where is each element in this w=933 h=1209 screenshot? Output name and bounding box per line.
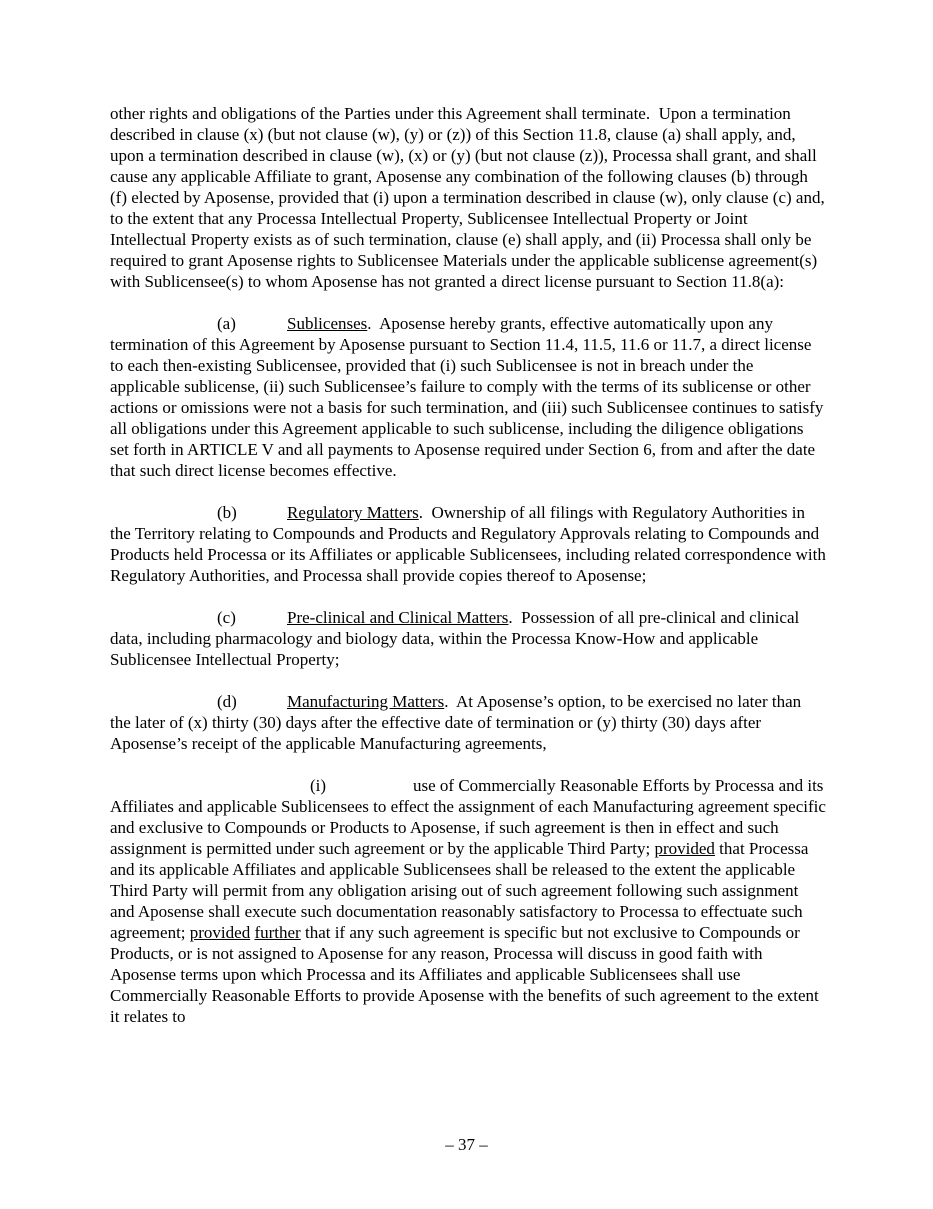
- paragraph-label: (a): [217, 314, 236, 333]
- underlined-text: Manufacturing Matters: [287, 692, 445, 711]
- text-run: that Processa and its applicable Affiliates and applicable Sublicensees shall be released to the extent the applicable Third Party will permit from any obligation arising out of such agreement following such assignment and Aposense shall execute such documentation reasonably satisfactory to Processa to effectuate such agreement;: [110, 839, 813, 942]
- continuation-paragraph: [110, 103, 829, 292]
- text-run: . Possession of all pre-clinical and clinical data, including pharmacology and biology data, within the Processa Know-How and applicable Sublicensee Intellectual Property;: [110, 608, 804, 669]
- text-run: other rights and obligations of the Parties under this Agreement shall terminate. Upon a termination described in clause (x) (but not clause (w), (y) or (z)) of this Section 11.8, clause (a) shall apply, and, upon a termination described in clause (w), (x) or (y) (but not clause (z)), Processa shall grant, and shall cause any applicable Affiliate to grant, Aposense any combination of the following clauses (b) through (f) elected by Aposense, provided that (i) upon a termination described in clause (w), only clause (c) and, to the extent that any Processa Intellectual Property, Sublicensee Intellectual Property or Joint Intellectual Property exists as of such termination, clause (e) shall apply, and (ii) Processa shall only be required to grant Aposense rights to Sublicensee Materials under the applicable sublicense agreement(s) with Sublicensee(s) to whom Aposense has not granted a direct license pursuant to Section 11.8(a):: [110, 104, 829, 291]
- text-run: . Ownership of all filings with Regulatory Authorities in the Territory relating to Compounds and Products and Regulatory Approvals relating to Compounds and Products held Processa or its Affiliates or applicable Sublicensees, including related correspondence with Regulatory Authorities, and Processa shall provide copies thereof to Aposense;: [110, 503, 831, 585]
- paragraph-label: (d): [217, 692, 237, 711]
- clause-c-preclinical-clinical-matters: [110, 607, 826, 670]
- clause-b-regulatory-matters: [110, 502, 831, 586]
- text-run: . At Aposense’s option, to be exercised no later than the later of (x) thirty (30) days after the effective date of termination or (y) thirty (30) days after Aposense’s receipt of the applicable Manufacturing agreements,: [110, 692, 806, 753]
- clause-i-manufacturing-assignment: [110, 775, 831, 1027]
- clause-d-manufacturing-matters: [110, 691, 826, 754]
- paragraph-label: (i): [310, 776, 327, 795]
- page-number: – 37 –: [445, 1135, 488, 1154]
- underlined-text: further: [254, 923, 301, 942]
- text-run: . Aposense hereby grants, effective automatically upon any termination of this Agreement by Aposense pursuant to Section 11.4, 11.5, 11.6 or 11.7, a direct license to each then-existing Sublicensee, provided that (i) such Sublicensee is not in breach under the applicable sublicense, (ii) such Sublicensee’s failure to comply with the terms of its sublicense or other actions or omissions were not a basis for such termination, and (iii) such Sublicensee continues to satisfy all obligations under this Agreement applicable to such sublicense, including the diligence obligations set forth in ARTICLE V and all payments to Aposense required under Section 6, from and after the date that such direct license becomes effective.: [110, 314, 828, 480]
- paragraph-label: (b): [217, 503, 237, 522]
- page-body: [110, 103, 831, 1048]
- underlined-text: Pre-clinical and Clinical Matters: [287, 608, 509, 627]
- paragraph-label: (c): [217, 608, 236, 627]
- text-run: that if any such agreement is specific but not exclusive to Compounds or Products, or is not assigned to Aposense for any reason, Processa will discuss in good faith with Aposense terms upon which Processa and its Affiliates and applicable Sublicensees shall use Commercially Reasonable Efforts to provide Aposense with the benefits of such agreement to the extent it relates to: [110, 923, 824, 1026]
- text-run: use of Commercially Reasonable Efforts by Processa and its Affiliates and applicable Sublicensees to effect the assignment of each Manufacturing agreement specific and exclusive to Compounds or Products to Aposense, if such agreement is then in effect and such assignment is permitted under such agreement or by the applicable Third Party;: [110, 776, 831, 858]
- clause-a-sublicenses: [110, 313, 826, 481]
- underlined-text: Sublicenses: [287, 314, 368, 333]
- underlined-text: Regulatory Matters: [287, 503, 419, 522]
- underlined-text: provided: [189, 923, 251, 942]
- underlined-text: provided: [654, 839, 715, 858]
